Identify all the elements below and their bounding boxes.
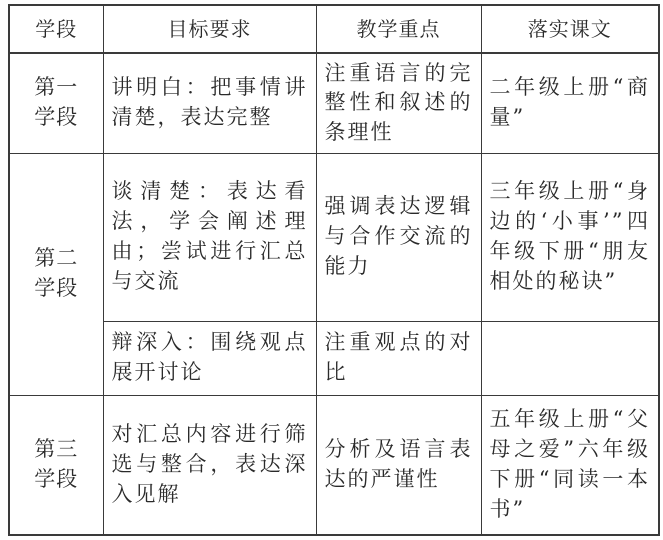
table-row-stage-2-sub [9,321,659,395]
texts-cell: 二年级上册“商量” [481,53,659,153]
goal-cell: 辩深入：围绕观点展开讨论 [103,321,316,395]
table-row-stage-3 [9,395,659,535]
stage-cell: 第二 学段 [9,153,103,395]
stage-cell: 第一 学段 [9,53,103,153]
goal-cell: 谈清楚：表达看法，学会阐述理由；尝试进行汇总与交流 [103,153,316,321]
texts-cell [481,321,659,395]
header-texts: 落实课文 [481,5,659,53]
header-stage: 学段 [9,5,103,53]
header-goal: 目标要求 [103,5,316,53]
focus-cell: 强调表达逻辑与合作交流的能力 [316,153,481,321]
focus-cell: 注重观点的对比 [316,321,481,395]
table-row-stage-2 [9,153,659,321]
goal-cell: 对汇总内容进行筛选与整合，表达深入见解 [103,395,316,535]
stage-cell: 第三 学段 [9,395,103,535]
header-focus: 教学重点 [316,5,481,53]
table-row-stage-1 [9,53,659,153]
focus-cell: 分析及语言表达的严谨性 [316,395,481,535]
texts-cell: 三年级上册“身边的‘小事’”四年级下册“朋友相处的秘诀” [481,153,659,321]
goal-cell: 讲明白：把事情讲清楚，表达完整 [103,53,316,153]
curriculum-table [8,4,660,536]
table-header-row [9,5,659,53]
texts-cell: 五年级上册“父母之爱”六年级下册“同读一本书” [481,395,659,535]
focus-cell: 注重语言的完整性和叙述的条理性 [316,53,481,153]
